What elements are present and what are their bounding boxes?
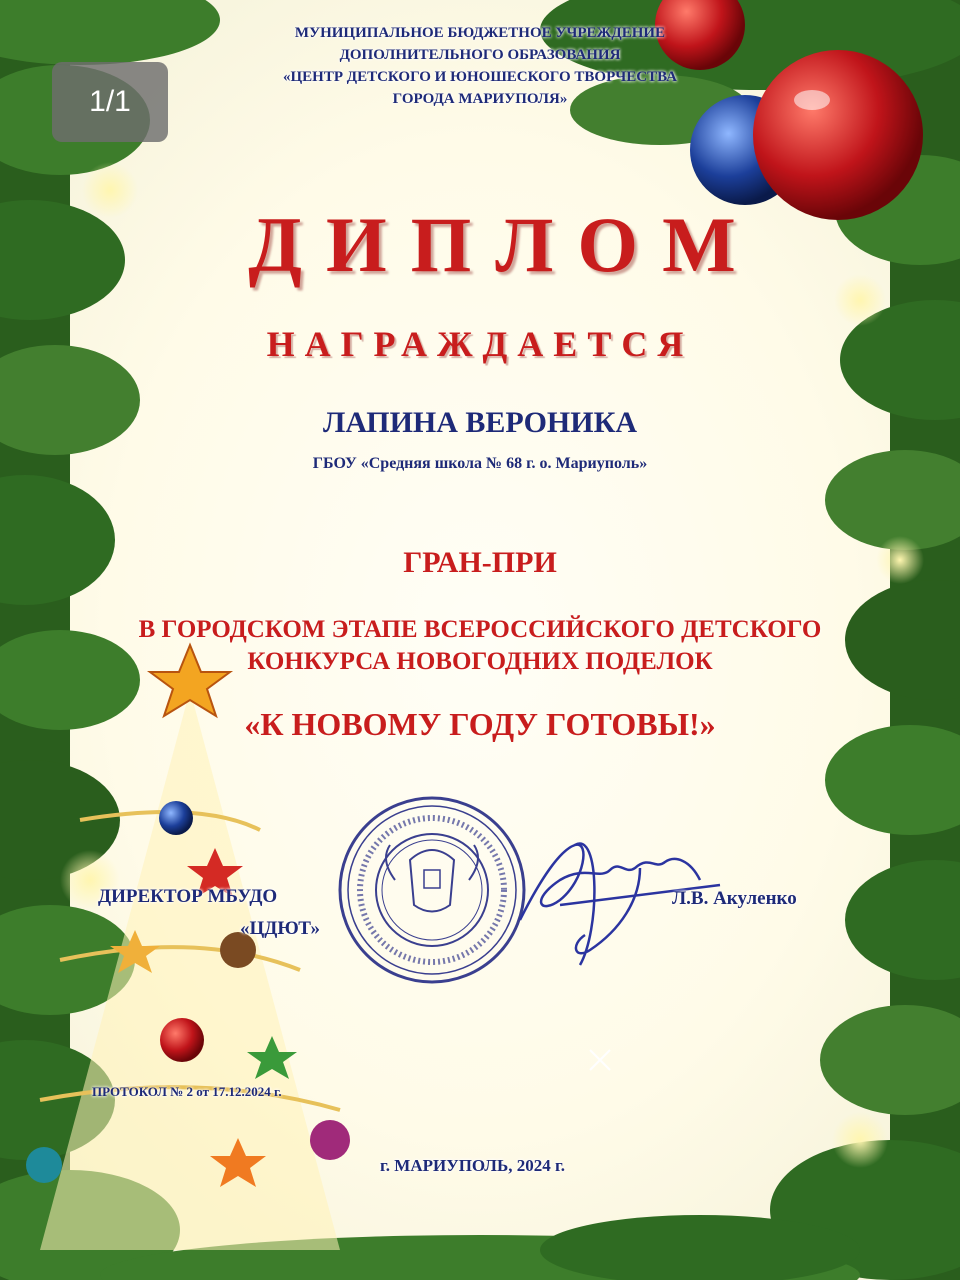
header-line-4: ГОРОДА МАРИУПОЛЯ» (392, 91, 568, 107)
snowflake-icon (590, 1050, 610, 1070)
header-line-2: ДОПОЛНИТЕЛЬНОГО ОБРАЗОВАНИЯ (339, 47, 621, 63)
diploma-title: ДИПЛОМ (248, 201, 760, 288)
signatory-position-line-2: «ЦДЮТ» (240, 918, 320, 939)
contest-line-2: КОНКУРСА НОВОГОДНИХ ПОДЕЛОК (247, 648, 713, 675)
official-stamp (340, 798, 524, 982)
prize-title: ГРАН-ПРИ (403, 546, 557, 579)
institution-header (0, 22, 960, 110)
header-line-1: МУНИЦИПАЛЬНОЕ БЮДЖЕТНОЕ УЧРЕЖДЕНИЕ (294, 25, 666, 41)
protocol-reference: ПРОТОКОЛ № 2 от 17.12.2024 г. (92, 1084, 282, 1099)
contest-description (0, 614, 960, 678)
recipient-school: ГБОУ «Средняя школа № 68 г. о. Мариуполь» (312, 455, 648, 472)
place-and-year: г. МАРИУПОЛЬ, 2024 г. (380, 1156, 566, 1175)
contest-motto: «К НОВОМУ ГОДУ ГОТОВЫ!» (244, 706, 716, 742)
signatory-name: Л.В. Акуленко (672, 888, 797, 909)
page-counter[interactable]: 1/1 (52, 62, 168, 142)
contest-line-1: В ГОРОДСКОМ ЭТАПЕ ВСЕРОССИЙСКОГО ДЕТСКОГО (138, 616, 822, 643)
signatory-position-line-1: ДИРЕКТОР МБУДО (98, 886, 278, 907)
recipient-name: ЛАПИНА ВЕРОНИКА (322, 406, 638, 439)
awarded-label: НАГРАЖДАЕТСЯ (266, 324, 694, 364)
header-line-3: «ЦЕНТР ДЕТСКОГО И ЮНОШЕСКОГО ТВОРЧЕСТВА (283, 69, 677, 85)
